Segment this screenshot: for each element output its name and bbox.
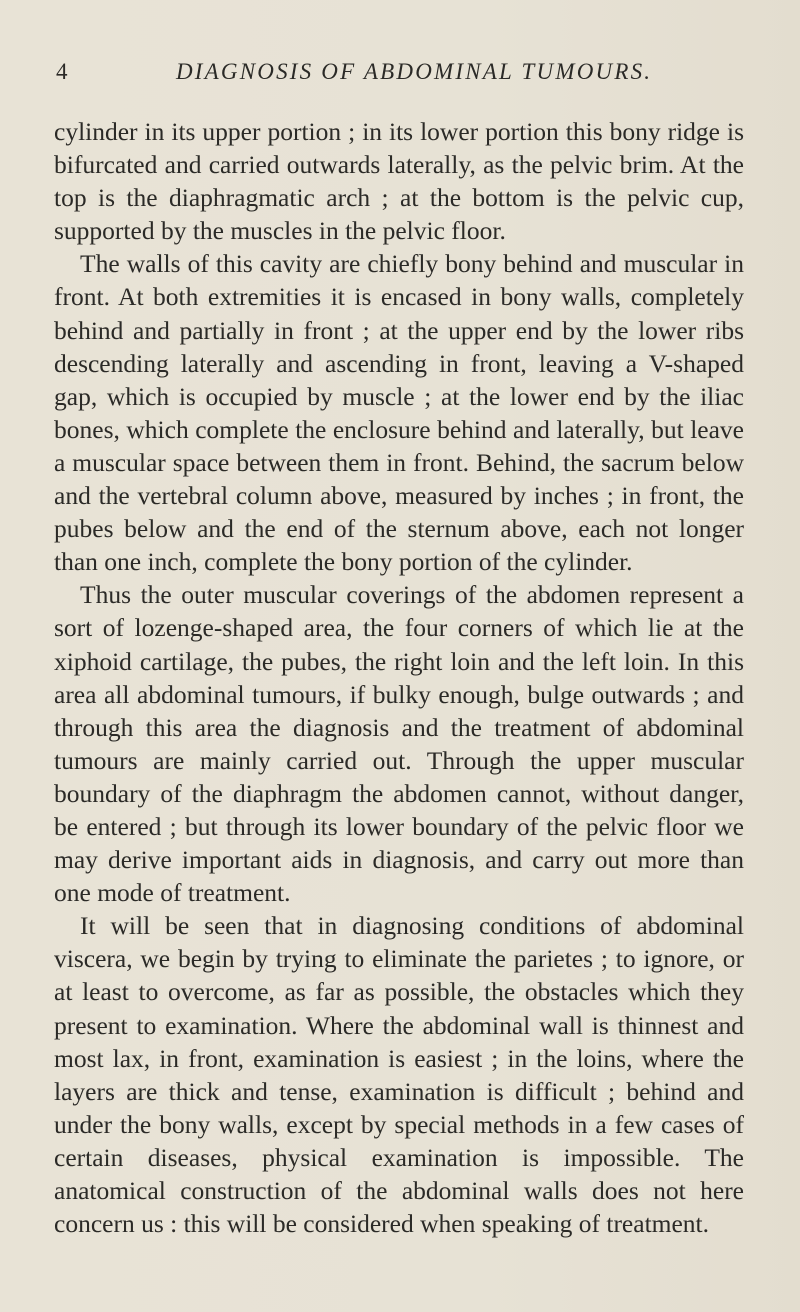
page-number: 4 bbox=[56, 59, 68, 84]
paragraph-diagnosis: It will be seen that in diagnosing conditions of abdominal viscera, we begin by trying to eliminate the parietes ; to ignore, or at least to overcome, as far as possible, the obstacles which they present to examination. Where the abdominal wall is thinnest and most lax, in front, examination is easiest ; in the loins, where the layers are thick and tense, examination is difficult ; behind and under the bony walls, except by special methods in a few cases of certain diseases, physical examination is impossible. The anatomical construction of the abdominal walls does not here concern us : this will be considered when speaking of treatment. bbox=[54, 911, 744, 1239]
paragraph-lozenge-area: Thus the outer muscular coverings of the abdomen represent a sort of lozenge-shaped area, the four corners of which lie at the xiphoid cartilage, the pubes, the right loin and the left loin. In this area all abdominal tumours, if bulky enough, bulge outwards ; and through this area the diagnosis and the treatment of abdominal tumours are mainly carried out. Through the upper muscular boundary of the diaphragm the abdomen cannot, without danger, be entered ; but through its lower boundary of the pelvic floor we may derive important aids in diagnosis, and carry out more than one mode of treatment. bbox=[54, 580, 744, 908]
paragraph-cavity-walls: The walls of this cavity are chiefly bony behind and muscular in front. At both extremities it is encased in bony walls, completely behind and partially in front ; at the upper end by the lower ribs descending laterally and ascending in front, leaving a V-shaped gap, which is occupied by muscle ; at the lower end by the iliac bones, which complete the enclosure behind and laterally, but leave a muscular space between them in front. Behind, the sacrum below and the vertebral column above, measured by inches ; in front, the pubes below and the end of the sternum above, each not longer than one inch, complete the bony portion of the cylinder. bbox=[54, 249, 744, 577]
body-text bbox=[54, 115, 744, 1240]
page-header bbox=[56, 58, 746, 90]
running-head: DIAGNOSIS OF ABDOMINAL TUMOURS. bbox=[176, 59, 653, 84]
paragraph-continuation: cylinder in its upper portion ; in its lower portion this bony ridge is bifurcated and carried outwards laterally, as the pelvic brim. At the top is the diaphragmatic arch ; at the bottom is the pelvic cup, supported by the muscles in the pelvic floor. bbox=[54, 117, 744, 246]
